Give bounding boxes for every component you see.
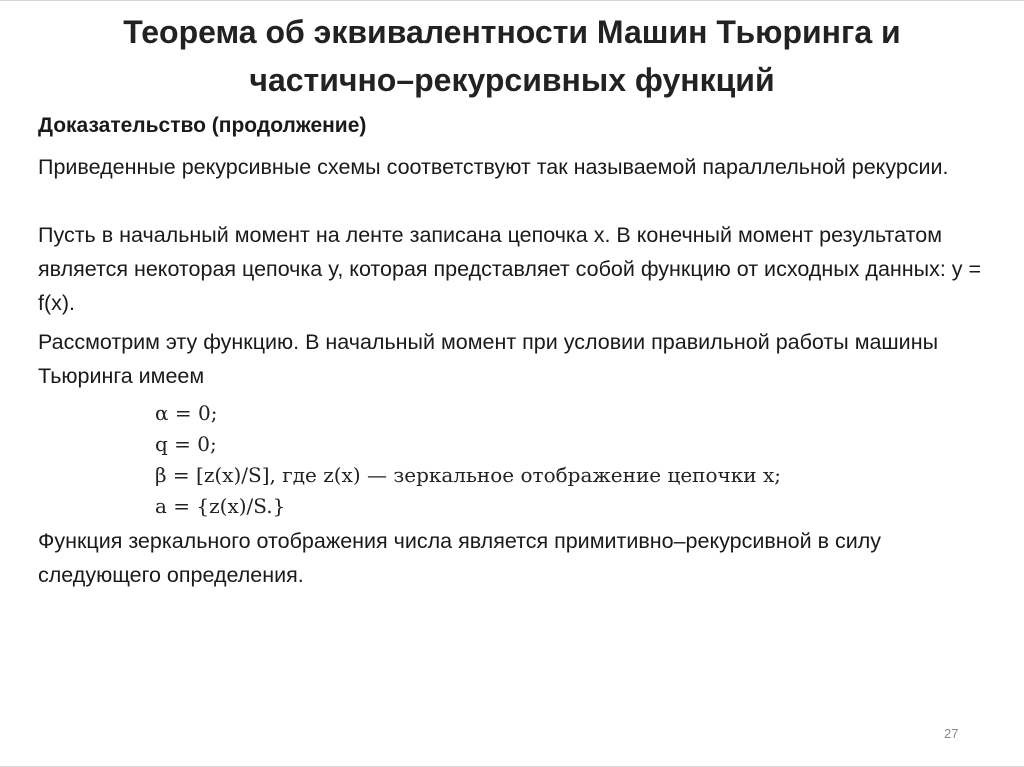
page-number: 27 <box>944 726 959 741</box>
paragraph-recursion: Приведенные рекурсивные схемы соответствуют так называемой параллельной рекурсии. <box>38 155 949 179</box>
formula-block <box>155 398 781 522</box>
paragraph-mirror-function: Функция зеркального отображения числа является примитивно–рекурсивной в силу следующего определения. <box>38 529 882 587</box>
paragraph-consider-function: Рассмотрим эту функцию. В начальный момент при условии правильной работы машины Тьюринга имеем <box>38 330 939 388</box>
top-border <box>0 0 1024 1</box>
formula-beta: β = [z(x)/S], где z(x) — зеркальное отображение цепочки x; <box>155 463 781 487</box>
proof-subheading: Доказательство (продолжение) <box>38 114 367 137</box>
formula-alpha: α = 0; <box>155 401 218 425</box>
paragraph-tape-chain: Пусть в начальный момент на ленте записана цепочка x. В конечный момент результатом является некоторая цепочка y, которая представляет собой функцию от исходных данных: y = f(x). <box>38 223 982 315</box>
formula-a: a = {z(x)/S.} <box>155 494 286 518</box>
slide-title: Теорема об эквивалентности Машин Тьюринга и частично–рекурсивных функций <box>123 14 901 98</box>
formula-q: q = 0; <box>155 432 217 456</box>
